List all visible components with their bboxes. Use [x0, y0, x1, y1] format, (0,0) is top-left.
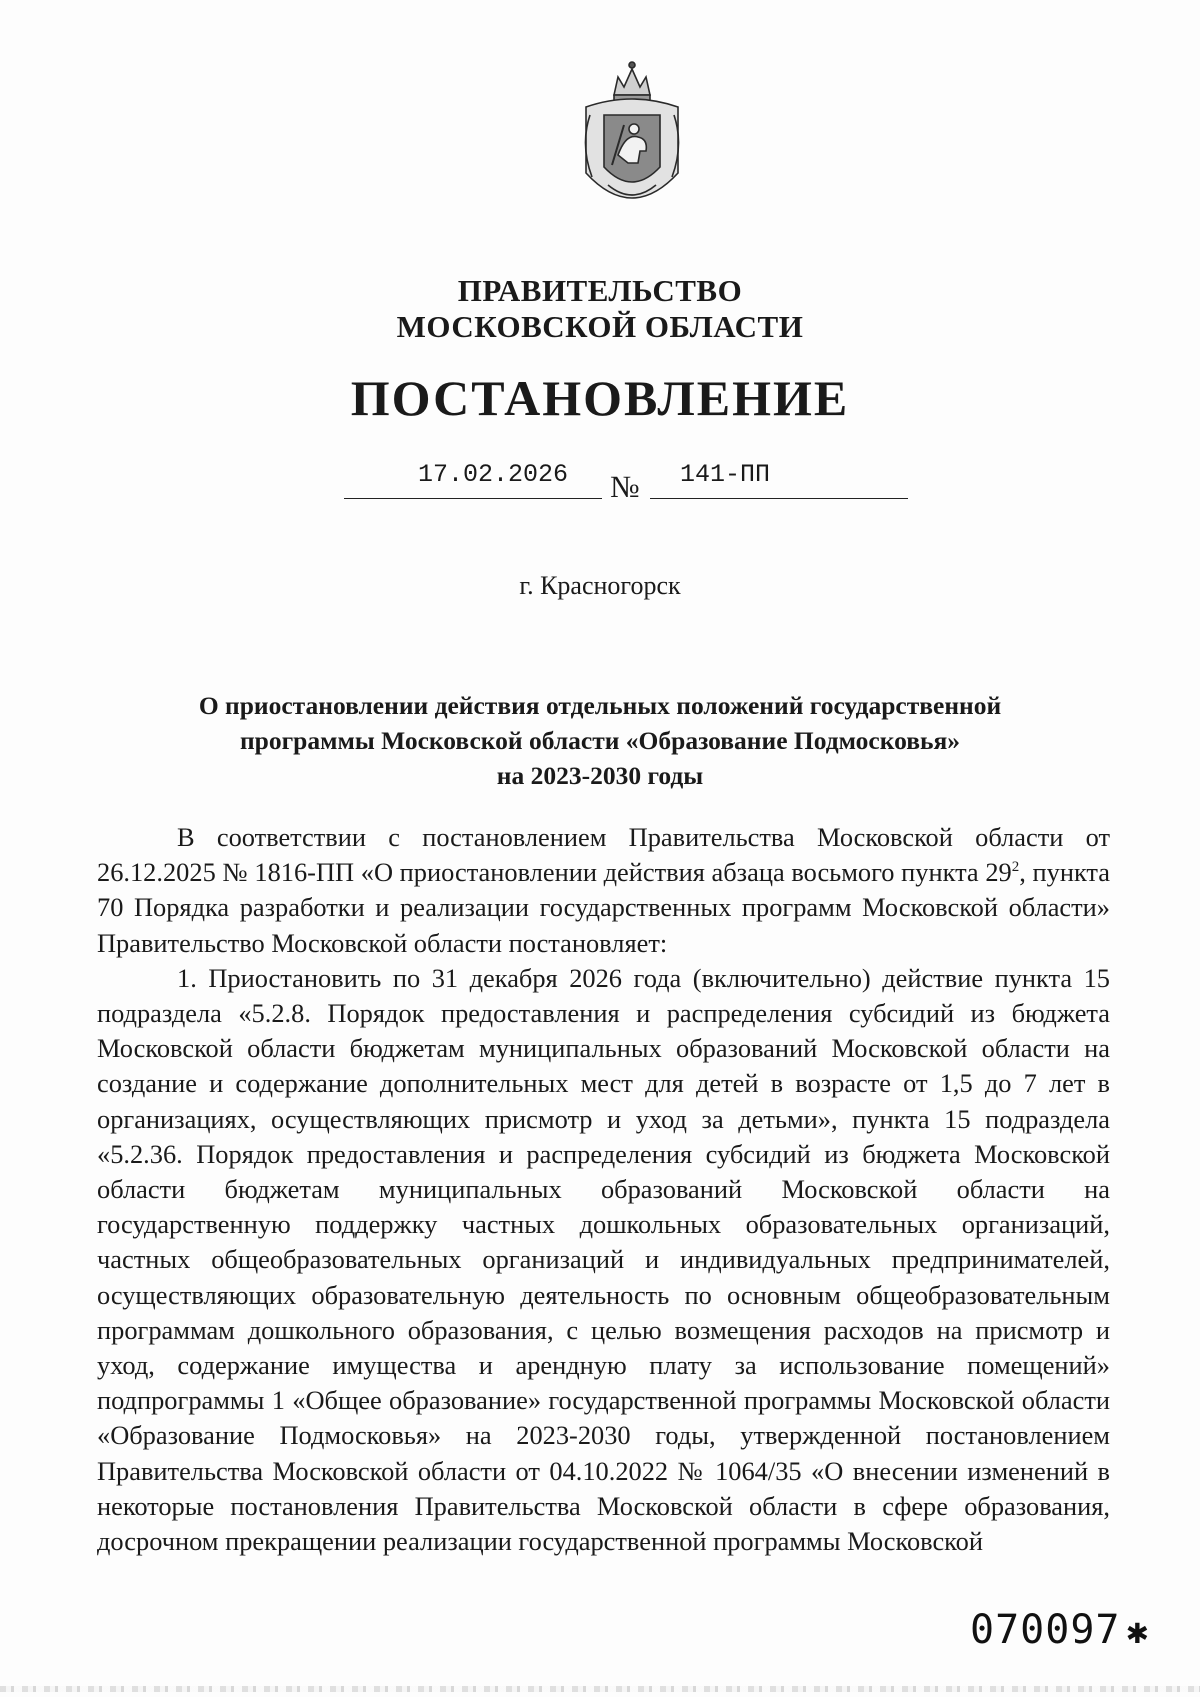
government-title-line1: ПРАВИТЕЛЬСТВО: [457, 273, 743, 308]
subject-line3: на 2023-2030 годы: [496, 761, 704, 790]
document-number: 141-ПП: [680, 460, 771, 489]
subject-line2: программы Московской области «Образование Подмосковья»: [239, 726, 961, 755]
subject-line1: О приостановлении действия отдельных положений государственной: [198, 691, 1002, 720]
document-date: 17.02.2026: [418, 460, 569, 489]
number-sign: №: [610, 469, 640, 504]
preamble-text-b: , пункта 70 Порядка разработки и реализации государственных программ Московской области» Правительство Московской области постановляет:: [97, 857, 1110, 958]
superscript: 2: [1011, 859, 1020, 876]
serial-stamp: [970, 1608, 1149, 1654]
document-type: ПОСТАНОВЛЕНИЕ: [350, 370, 850, 426]
scan-edge-noise: [0, 1686, 1200, 1692]
preamble-text-a: В соответствии с постановлением Правительства Московской области от 26.12.2025 № 1816-ПП «О приостановлении действия абзаца восьмого пункта 29: [97, 822, 1110, 888]
number-underline: [650, 498, 908, 499]
document-subject: [100, 688, 1100, 793]
date-underline: [344, 498, 602, 499]
document-body: [97, 820, 1110, 1559]
government-title-line2: МОСКОВСКОЙ ОБЛАСТИ: [396, 309, 804, 344]
asterisk-mark: ✱: [1126, 1611, 1150, 1652]
serial-number: 070097: [970, 1607, 1121, 1653]
coat-of-arms-icon: [568, 55, 696, 215]
city: г. Красногорск: [519, 571, 681, 600]
paragraph-item-1: 1. Приостановить по 31 декабря 2026 года (включительно) действие пункта 15 подраздела «5.2.8. Порядок предоставления и распределения субсидий из бюджета Московской области бюджетам муниципальных образований Московской области на создание и содержание дополнительных мест для детей в возрасте от 1,5 до 7 лет в организациях, осуществляющих присмотр и уход за детьми», пункта 15 подраздела «5.2.36. Порядок предоставления и распределения субсидий из бюджета Московской области бюджетам муниципальных образований Московской области на государственную поддержку частных дошкольных образовательных организаций, частных общеобразовательных организаций и индивидуальных предпринимателей, осуществляющих образовательную деятельность по основным общеобразовательным программам дошкольного образования, с целью возмещения расходов на присмотр и уход, содержание имущества и арендную плату за использование помещений» подпрограммы 1 «Общее образование» государственной программы Московской области «Образование Подмосковья» на 2023-2030 годы, утвержденной постановлением Правительства Московской области от 04.10.2022 № 1064/35 «О внесении изменений в некоторые постановления Правительства Московской области в сфере образования, досрочном прекращении реализации государственной программы Московской: [97, 962, 1110, 1557]
paragraph-preamble: [97, 820, 1110, 961]
